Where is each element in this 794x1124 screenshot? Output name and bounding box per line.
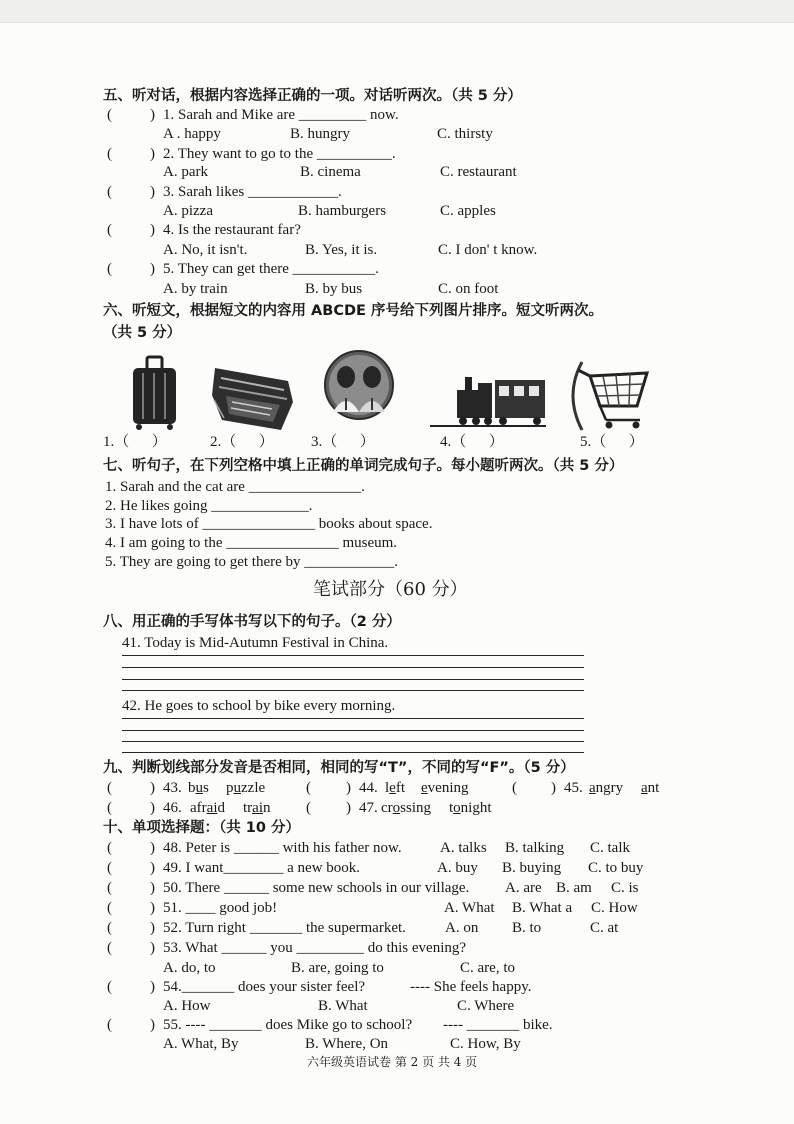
question-stem: 50. There ______ some new schools in our village. — [163, 880, 470, 896]
ruled-line — [122, 752, 584, 753]
answer-bracket-close: ) — [150, 860, 155, 876]
word — [188, 779, 209, 797]
underlined-part: o — [392, 800, 401, 816]
answer-bracket-close: ) — [150, 880, 155, 896]
fill-in-sentence: 4. I am going to the _______________ museum. — [105, 535, 398, 551]
option-a: A. do, to — [163, 960, 216, 976]
answer-bracket-open: ( — [107, 840, 112, 856]
copy-sentence: 42. He goes to school by bike every morning. — [122, 698, 396, 714]
option-c: C. on foot — [438, 281, 499, 297]
ruled-line — [122, 690, 584, 691]
ruled-line — [122, 667, 584, 668]
underlined-part: a — [589, 780, 596, 796]
question-stem: 54._______ does your sister feel? — [163, 979, 366, 995]
option-b: B. What — [318, 998, 368, 1014]
answer-bracket-close: ) — [150, 920, 155, 936]
underlined-part: o — [453, 800, 461, 816]
option-a: A. No, it isn't. — [163, 242, 248, 258]
picture-label-4: 4.（ ） — [440, 434, 504, 450]
word-part: ngry — [595, 780, 624, 796]
word-part: l — [385, 780, 390, 796]
answer-bracket-close: ) — [150, 222, 155, 238]
picture-row — [0, 340, 794, 436]
option-a: A. How — [163, 998, 211, 1014]
option-a: A. on — [445, 920, 479, 936]
option-b: B. by bus — [305, 281, 363, 297]
option-c: C. I don' t know. — [438, 242, 538, 258]
written-part-title: 笔试部分（60 分） — [313, 579, 468, 600]
option-b: B. hungry — [290, 126, 350, 142]
option-c: C. How, By — [450, 1036, 521, 1052]
answer-bracket-open: ( — [107, 860, 112, 876]
answer-bracket-open: ( — [107, 900, 112, 916]
ruled-line — [122, 679, 584, 680]
question-stem: 51. ____ good job! — [163, 900, 278, 916]
answer-bracket-close: ) — [150, 800, 155, 816]
answer-bracket-open: ( — [107, 184, 112, 200]
ruled-line — [122, 741, 584, 742]
dialogue-reply: ---- _______ bike. — [443, 1017, 553, 1033]
word — [226, 779, 265, 797]
ruled-line — [122, 655, 584, 656]
word — [421, 779, 469, 797]
word-part: vening — [427, 780, 469, 796]
option-b: B. Yes, it is. — [305, 242, 378, 258]
word — [381, 799, 431, 817]
answer-bracket-open: ( — [107, 146, 112, 162]
option-b: B. to — [512, 920, 542, 936]
shopping-cart-icon — [573, 362, 647, 430]
answer-bracket-open: ( — [107, 940, 112, 956]
option-c: C. to buy — [588, 860, 644, 876]
answer-bracket-open: ( — [107, 222, 112, 238]
answer-bracket-close: ) — [150, 979, 155, 995]
answer-bracket-close: ) — [150, 1017, 155, 1033]
word-part: p — [226, 780, 234, 796]
question-stem: 4. Is the restaurant far? — [163, 222, 301, 238]
suitcase-icon — [133, 357, 176, 430]
word-part: d — [217, 800, 225, 816]
option-c: C. restaurant — [440, 164, 517, 180]
option-c: C. at — [590, 920, 619, 936]
question-stem: 1. Sarah and Mike are _________ now. — [163, 107, 399, 123]
item-number: 44. — [359, 780, 378, 796]
money-icon — [212, 368, 293, 430]
word — [449, 799, 492, 817]
option-a: A. talks — [440, 840, 487, 856]
option-c: C. Where — [457, 998, 515, 1014]
ruled-line — [122, 718, 584, 719]
answer-bracket-close: ) — [150, 261, 155, 277]
word — [190, 799, 225, 817]
option-a: A. are — [505, 880, 542, 896]
underlined-part: e — [421, 780, 428, 796]
word-part: n — [263, 800, 271, 816]
option-a: A. by train — [163, 281, 228, 297]
option-a: A. park — [163, 164, 208, 180]
question-stem: 55. ---- _______ does Mike go to school? — [163, 1017, 413, 1033]
option-a: A . happy — [163, 126, 221, 142]
page-footer: 六年级英语试卷 第 2 页 共 4 页 — [307, 1055, 478, 1069]
word-part: t — [449, 800, 454, 816]
section-8-heading: 八、用正确的手写体书写以下的句子。（2 分） — [103, 614, 401, 630]
item-number: 45. — [564, 780, 583, 796]
item-number: 47. — [359, 800, 378, 816]
underlined-part: ai — [252, 800, 263, 816]
answer-bracket-close: ) — [346, 780, 351, 796]
answer-bracket-close: ) — [150, 840, 155, 856]
item-number: 46. — [163, 800, 182, 816]
word — [243, 799, 271, 817]
question-stem: 49. I want________ a new book. — [163, 860, 361, 876]
underlined-part: ai — [206, 800, 218, 816]
answer-bracket-open: ( — [107, 880, 112, 896]
question-stem: 48. Peter is ______ with his father now. — [163, 840, 402, 856]
underlined-part: u — [233, 780, 241, 796]
fill-in-sentence: 5. They are going to get there by ____________. — [105, 554, 398, 570]
section-5-heading: 五、听对话，根据内容选择正确的一项。对话听两次。（共 5 分） — [103, 88, 522, 104]
answer-bracket-open: ( — [512, 780, 517, 796]
option-a: A. buy — [437, 860, 478, 876]
answer-bracket-open: ( — [107, 920, 112, 936]
section-7-heading: 七、听句子，在下列空格中填上正确的单词完成句子。每小题听两次。（共 5 分） — [103, 458, 624, 474]
section-10-heading: 十、单项选择题：（共 10 分） — [103, 820, 301, 836]
option-b: B. talking — [505, 840, 565, 856]
answer-bracket-open: ( — [107, 1017, 112, 1033]
word-part: ssing — [400, 800, 431, 816]
option-b: B. What a — [512, 900, 573, 916]
picture-label-5: 5.（ ） — [580, 434, 644, 450]
underlined-part: e — [389, 780, 396, 796]
option-b: B. cinema — [300, 164, 361, 180]
dialogue-reply: ---- She feels happy. — [410, 979, 532, 995]
section-9-heading: 九、判断划线部分发音是否相同，相同的写“T”，不同的写“F”。（5 分） — [103, 760, 575, 776]
section-6-score: （共 5 分） — [103, 325, 182, 341]
answer-bracket-open: ( — [306, 780, 311, 796]
option-b: B. are, going to — [291, 960, 384, 976]
answer-bracket-open: ( — [306, 800, 311, 816]
word-part: zzle — [241, 780, 266, 796]
answer-bracket-open: ( — [107, 107, 112, 123]
answer-bracket-close: ) — [150, 107, 155, 123]
underlined-part: a — [641, 780, 648, 796]
word — [589, 779, 623, 797]
answer-bracket-open: ( — [107, 979, 112, 995]
word-part: nt — [647, 780, 660, 796]
answer-bracket-open: ( — [107, 780, 112, 796]
word-part: s — [203, 780, 209, 796]
word-part: night — [460, 800, 492, 816]
section-6-heading: 六、听短文，根据短文的内容用 ABCDE 序号给下列图片排序。短文听两次。 — [103, 303, 603, 319]
answer-bracket-close: ) — [150, 900, 155, 916]
word-part: tr — [243, 800, 253, 816]
word — [385, 779, 405, 797]
fill-in-sentence: 1. Sarah and the cat are _______________. — [105, 479, 365, 495]
option-a: A. What, By — [163, 1036, 239, 1052]
option-b: B. buying — [502, 860, 562, 876]
option-c: C. are, to — [460, 960, 515, 976]
option-c: C. How — [591, 900, 638, 916]
word-part: afr — [190, 800, 207, 816]
two-people-icon — [325, 351, 393, 419]
answer-bracket-close: ) — [346, 800, 351, 816]
underlined-part: u — [195, 780, 203, 796]
copy-sentence: 41. Today is Mid-Autumn Festival in China. — [122, 635, 389, 651]
scan-edge — [0, 0, 794, 23]
fill-in-sentence: 2. He likes going _____________. — [105, 498, 313, 514]
word — [641, 779, 659, 797]
option-a: A. pizza — [163, 203, 213, 219]
question-stem: 2. They want to go to the __________. — [163, 146, 396, 162]
answer-bracket-close: ) — [150, 184, 155, 200]
picture-label-3: 3.（ ） — [311, 434, 375, 450]
picture-label-1: 1.（ ） — [103, 434, 167, 450]
option-c: C. thirsty — [437, 126, 493, 142]
answer-bracket-close: ) — [150, 146, 155, 162]
answer-bracket-close: ) — [150, 940, 155, 956]
answer-bracket-open: ( — [107, 261, 112, 277]
fill-in-sentence: 3. I have lots of _______________ books about space. — [105, 516, 433, 532]
picture-label-2: 2.（ ） — [210, 434, 274, 450]
option-c: C. apples — [440, 203, 496, 219]
option-a: A. What — [444, 900, 495, 916]
word-part: b — [188, 780, 196, 796]
answer-bracket-close: ) — [551, 780, 556, 796]
option-b: B. Where, On — [305, 1036, 389, 1052]
option-c: C. is — [611, 880, 639, 896]
answer-bracket-open: ( — [107, 800, 112, 816]
word-part: cr — [381, 800, 393, 816]
item-number: 43. — [163, 780, 182, 796]
option-b: B. hamburgers — [298, 203, 387, 219]
ruled-line — [122, 730, 584, 731]
question-stem: 52. Turn right _______ the supermarket. — [163, 920, 406, 936]
word-part: ft — [395, 780, 406, 796]
option-c: C. talk — [590, 840, 630, 856]
question-stem: 53. What ______ you _________ do this evening? — [163, 940, 467, 956]
option-b: B. am — [556, 880, 592, 896]
answer-bracket-close: ) — [150, 780, 155, 796]
train-icon — [430, 377, 546, 426]
question-stem: 5. They can get there ___________. — [163, 261, 379, 277]
question-stem: 3. Sarah likes ____________. — [163, 184, 342, 200]
